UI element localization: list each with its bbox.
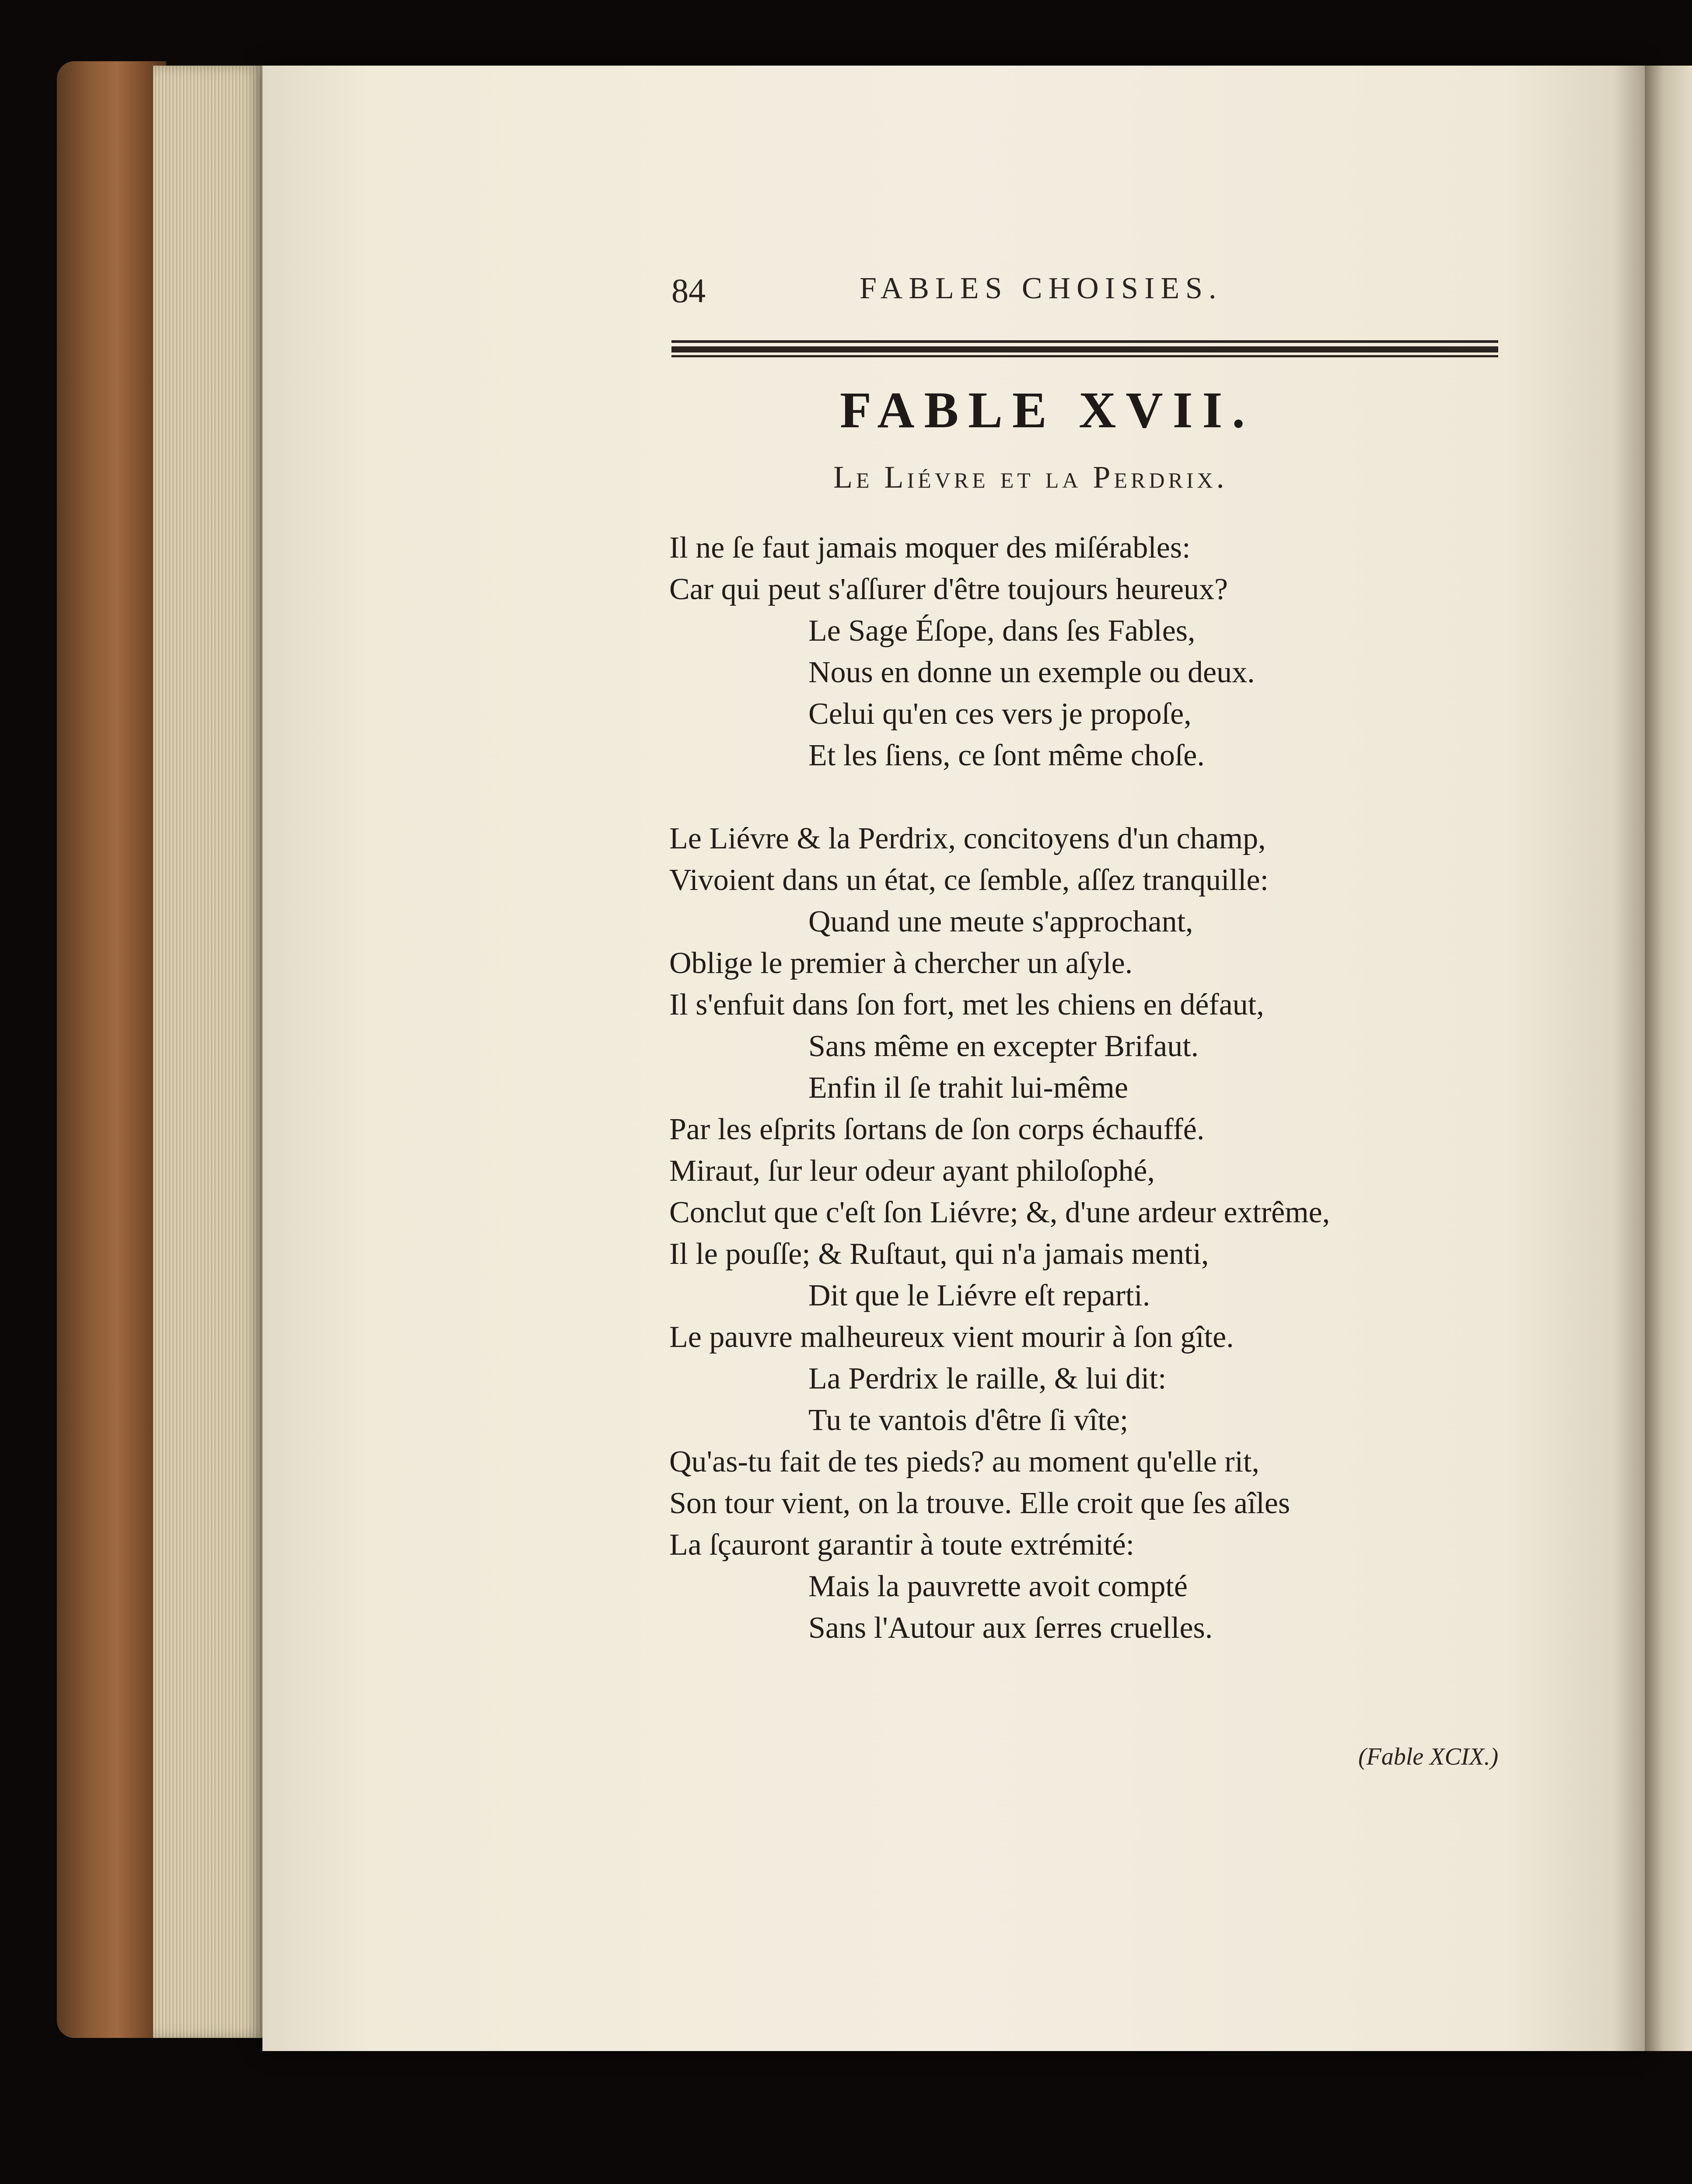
verse-line: Oblige le premier à chercher un aſyle. [669,946,1133,980]
verse-line: La ſçauront garantir à toute extrémité: [669,1528,1135,1562]
verse-line: Il le pouſſe; & Ruſtaut, qui n'a jamais menti, [669,1237,1209,1271]
verse-line: Celui qu'en ces vers je propoſe, [808,697,1192,731]
verse-line: Il ne ſe faut jamais moquer des miſérables: [669,531,1191,565]
header-rule [671,340,1498,358]
running-title: FABLES CHOISIES. [860,272,1223,305]
verse-line: Le Sage Éſope, dans ſes Fables, [808,614,1196,648]
verse-line: Et les ſiens, ce ſont même choſe. [808,739,1205,772]
verse-line: Son tour vient, on la trouve. Elle croit que ſes aîles [669,1486,1290,1520]
book-spine [57,61,166,2038]
verse-line: Sans l'Autour aux ſerres cruelles. [808,1611,1213,1645]
verse-line: Miraut, ſur leur odeur ayant philoſophé, [669,1154,1155,1188]
fable-subtitle: Le Liévre et la Perdrix. [833,460,1228,495]
running-header [671,271,1306,319]
cross-reference-note: (Fable XCIX.) [1358,1743,1499,1770]
stanza-break [669,776,1500,818]
fable-title: FABLE XVII. [840,381,1255,439]
facing-page-edge [1645,66,1692,2051]
verse-line: Enfin il ſe trahit lui-même [808,1071,1128,1105]
verse-line: Car qui peut s'aſſurer d'être toujours heureux? [669,572,1228,606]
verse-line: Il s'enfuit dans ſon fort, met les chiens en défaut, [669,988,1264,1022]
verse-line: Qu'as-tu fait de tes pieds? au moment qu'elle rit, [669,1445,1260,1479]
verse-line: Vivoient dans un état, ce ſemble, aſſez tranquille: [669,863,1269,897]
verse-line: Mais la pauvrette avoit compté [808,1570,1188,1603]
page-edges [153,66,267,2038]
verse-line: La Perdrix le raille, & lui dit: [808,1362,1167,1396]
verse-line: Le pauvre malheureux vient mourir à ſon gîte. [669,1320,1234,1354]
verse-line: Par les eſprits ſortans de ſon corps échauffé. [669,1113,1205,1146]
verse-line: Nous en donne un exemple ou deux. [808,656,1255,689]
verse-line: Le Liévre & la Perdrix, concitoyens d'un champ, [669,822,1266,855]
page-number: 84 [671,272,706,310]
verse-line: Quand une meute s'approchant, [808,905,1193,938]
poem-body [669,527,1500,1649]
verse-line: Dit que le Liévre eſt reparti. [808,1279,1150,1312]
verse-line: Sans même en excepter Brifaut. [808,1029,1199,1063]
verse-line: Conclut que c'eſt ſon Liévre; &, d'une ardeur extrême, [669,1196,1330,1229]
verse-line: Tu te vantois d'être ſi vîte; [808,1403,1129,1437]
